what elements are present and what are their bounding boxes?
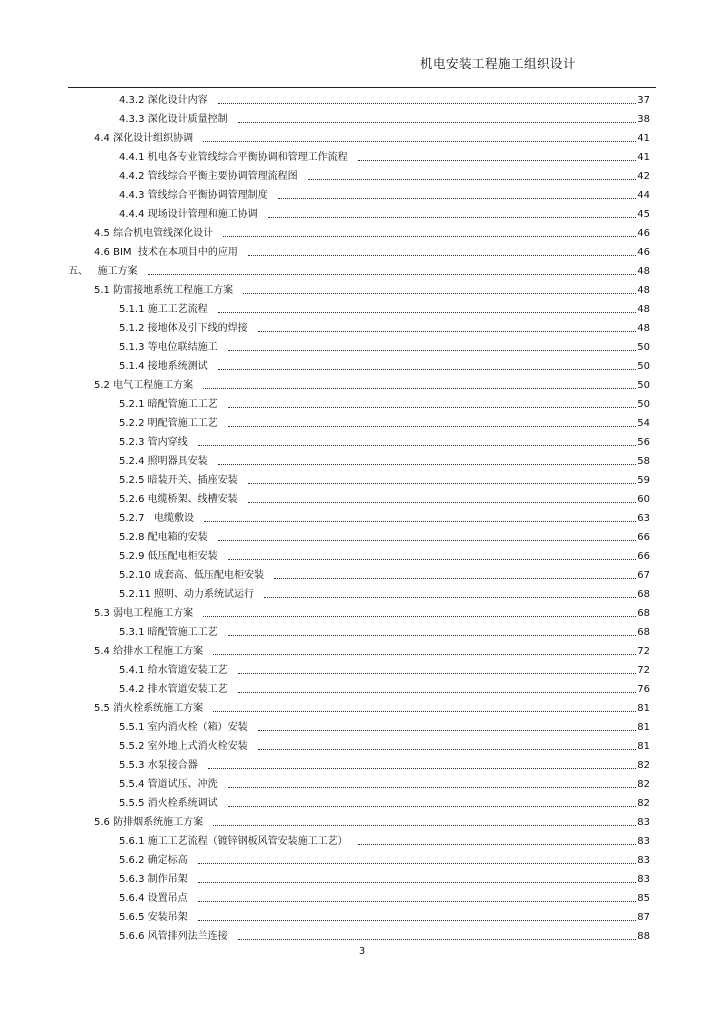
- toc-leader-dots: [274, 577, 636, 579]
- toc-entry-label: 4.3.3 深化设计质量控制: [119, 114, 228, 125]
- toc-entry-label: 4.6 BIM 技术在本项目中的应用: [94, 247, 238, 258]
- toc-entry-label: 5.2.9 低压配电柜安装: [119, 551, 218, 562]
- toc-leader-dots: [203, 615, 636, 617]
- toc-entry-page: 68: [637, 589, 650, 600]
- toc-entry-page: 50: [637, 380, 650, 391]
- toc-entry[interactable]: [94, 601, 650, 620]
- toc-entry[interactable]: [94, 240, 650, 259]
- toc-entry-label: 5.4.2 排水管道安装工艺: [119, 684, 228, 695]
- toc-entry-page: 83: [637, 817, 650, 828]
- toc-entry-page: 82: [637, 779, 650, 790]
- toc-entry[interactable]: [119, 677, 650, 696]
- toc-entry-page: 60: [637, 494, 650, 505]
- toc-entry-label: 5.6.3 制作吊架: [119, 874, 188, 885]
- toc-entry[interactable]: [119, 848, 650, 867]
- toc-entry-label: 5.6.1 施工工艺流程（镀锌钢板风管安装施工工艺）: [119, 836, 348, 847]
- toc-entry[interactable]: [119, 145, 650, 164]
- toc-leader-dots: [248, 482, 637, 484]
- toc-entry-label: 5.5.3 水泵接合器: [119, 760, 198, 771]
- toc-leader-dots: [203, 140, 636, 142]
- toc-entry-page: 37: [637, 95, 650, 106]
- toc-leader-dots: [264, 596, 636, 598]
- toc-entry-page: 44: [637, 190, 650, 201]
- toc-entry-page: 46: [637, 228, 650, 239]
- toc-leader-dots: [238, 938, 637, 940]
- toc-entry-page: 63: [637, 513, 650, 524]
- toc-entry[interactable]: [119, 772, 650, 791]
- toc-entry-label: 5.6.4 设置吊点: [119, 893, 188, 904]
- toc-entry[interactable]: [119, 753, 650, 772]
- toc-entry-label: 5.4.1 给水管道安装工艺: [119, 665, 228, 676]
- toc-entry-page: 72: [637, 646, 650, 657]
- toc-entry[interactable]: [119, 487, 650, 506]
- toc-leader-dots: [208, 767, 637, 769]
- toc-entry-label: 4.3.2 深化设计内容: [119, 95, 208, 106]
- toc-entry-page: 59: [637, 475, 650, 486]
- toc-entry-page: 83: [637, 836, 650, 847]
- toc-entry-page: 68: [637, 608, 650, 619]
- toc-leader-dots: [228, 634, 637, 636]
- toc-leader-dots: [358, 159, 637, 161]
- toc-entry-label: 5.2.6 电缆桥架、线槽安装: [119, 494, 238, 505]
- toc-entry-page: 72: [637, 665, 650, 676]
- document-header-title: 机电安装工程施工组织设计: [420, 56, 577, 71]
- toc-entry-label: 5.6.2 确定标高: [119, 855, 188, 866]
- toc-entry[interactable]: [94, 696, 650, 715]
- toc-entry-page: 50: [637, 399, 650, 410]
- toc-leader-dots: [198, 919, 637, 921]
- page-number: 3: [358, 946, 366, 957]
- toc-entry[interactable]: [119, 411, 650, 430]
- toc-entry[interactable]: [119, 335, 650, 354]
- toc-entry-label: 5.5 消火栓系统施工方案: [94, 703, 204, 714]
- toc-leader-dots: [228, 786, 637, 788]
- toc-entry-label: 4.4.3 管线综合平衡协调管理制度: [119, 190, 268, 201]
- toc-entry-page: 46: [637, 247, 650, 258]
- toc-leader-dots: [198, 900, 637, 902]
- toc-entry-page: 50: [637, 361, 650, 372]
- toc-entry[interactable]: [119, 658, 650, 677]
- toc-leader-dots: [218, 102, 637, 104]
- toc-entry[interactable]: [119, 430, 650, 449]
- toc-entry[interactable]: [119, 183, 650, 202]
- toc-entry-page: 48: [637, 304, 650, 315]
- toc-leader-dots: [218, 368, 637, 370]
- toc-entry[interactable]: [119, 468, 650, 487]
- toc-entry[interactable]: [119, 582, 650, 601]
- toc-entry[interactable]: [94, 278, 650, 297]
- toc-leader-dots: [308, 178, 637, 180]
- toc-leader-dots: [248, 254, 636, 256]
- toc-entry-label: 5.6.5 安装吊架: [119, 912, 188, 923]
- toc-entry-page: 50: [637, 342, 650, 353]
- toc-entry[interactable]: [94, 373, 650, 392]
- toc-leader-dots: [258, 330, 637, 332]
- toc-entry[interactable]: [94, 639, 650, 658]
- toc-entry-page: 48: [637, 266, 650, 277]
- toc-entry-label: 5.2 电气工程施工方案: [94, 380, 194, 391]
- toc-entry-label: 5.3 弱电工程施工方案: [94, 608, 194, 619]
- toc-entry[interactable]: [68, 259, 650, 278]
- toc-entry-page: 82: [637, 760, 650, 771]
- toc-entry[interactable]: [119, 829, 650, 848]
- toc-entry[interactable]: [119, 791, 650, 810]
- toc-entry-page: 38: [637, 114, 650, 125]
- toc-leader-dots: [198, 862, 637, 864]
- toc-entry-page: 83: [637, 874, 650, 885]
- toc-entry-label: 5.2.2 明配管施工工艺: [119, 418, 218, 429]
- toc-entry-page: 42: [637, 171, 650, 182]
- toc-entry-page: 56: [637, 437, 650, 448]
- toc-entry-page: 66: [637, 551, 650, 562]
- toc-leader-dots: [258, 748, 637, 750]
- toc-leader-dots: [268, 216, 637, 218]
- toc-entry-page: 87: [637, 912, 650, 923]
- toc-entry[interactable]: [119, 164, 650, 183]
- toc-leader-dots: [228, 805, 637, 807]
- toc-leader-dots: [238, 672, 637, 674]
- toc-entry-page: 76: [637, 684, 650, 695]
- toc-entry-label: 4.4.4 现场设计管理和施工协调: [119, 209, 258, 220]
- toc-entry-page: 67: [637, 570, 650, 581]
- toc-leader-dots: [238, 121, 637, 123]
- toc-leader-dots: [243, 292, 636, 294]
- toc-entry-label: 5.5.1 室内消火栓（箱）安装: [119, 722, 248, 733]
- toc-entry-label: 5.5.4 管道试压、冲洗: [119, 779, 218, 790]
- toc-entry[interactable]: [119, 886, 650, 905]
- toc-entry-label: 5.5.5 消火栓系统调试: [119, 798, 218, 809]
- toc-entry[interactable]: [119, 734, 650, 753]
- toc-entry-label: 5.1.2 接地体及引下线的焊接: [119, 323, 248, 334]
- toc-leader-dots: [198, 444, 637, 446]
- toc-entry-label: 5.1 防雷接地系统工程施工方案: [94, 285, 234, 296]
- toc-entry-page: 48: [637, 323, 650, 334]
- toc-leader-dots: [218, 311, 637, 313]
- toc-entry[interactable]: [119, 715, 650, 734]
- toc-leader-dots: [228, 349, 637, 351]
- toc-leader-dots: [213, 710, 636, 712]
- toc-entry[interactable]: [119, 620, 650, 639]
- toc-entry-label: 4.4.1 机电各专业管线综合平衡协调和管理工作流程: [119, 152, 348, 163]
- toc-entry[interactable]: [119, 354, 650, 373]
- toc-entry-label: 5.6.6 风管排列法兰连接: [119, 931, 228, 942]
- toc-entry[interactable]: [119, 544, 650, 563]
- toc-entry-page: 54: [637, 418, 650, 429]
- toc-leader-dots: [148, 273, 637, 275]
- toc-entry-label: 5.5.2 室外地上式消火栓安装: [119, 741, 248, 752]
- toc-entry-label: 5.2.4 照明器具安装: [119, 456, 208, 467]
- toc-leader-dots: [213, 653, 636, 655]
- toc-entry[interactable]: [119, 867, 650, 886]
- toc-entry-page: 41: [637, 152, 650, 163]
- toc-leader-dots: [218, 463, 637, 465]
- toc-leader-dots: [204, 520, 636, 522]
- toc-entry[interactable]: [94, 126, 650, 145]
- toc-entry[interactable]: [119, 905, 650, 924]
- toc-entry[interactable]: [119, 563, 650, 582]
- toc-entry[interactable]: [119, 107, 650, 126]
- toc-entry-page: 41: [637, 133, 650, 144]
- toc-entry-page: 88: [637, 931, 650, 942]
- toc-entry-label: 5.4 给排水工程施工方案: [94, 646, 204, 657]
- toc-leader-dots: [358, 843, 637, 845]
- toc-leader-dots: [213, 824, 636, 826]
- toc-entry-label: 5.1.3 等电位联结施工: [119, 342, 218, 353]
- toc-entry[interactable]: [94, 810, 650, 829]
- toc-entry-label: 五、 施工方案: [68, 266, 138, 277]
- toc-entry-label: 5.3.1 暗配管施工工艺: [119, 627, 218, 638]
- toc-leader-dots: [228, 406, 637, 408]
- toc-entry[interactable]: [119, 202, 650, 221]
- toc-entry-page: 81: [637, 703, 650, 714]
- toc-leader-dots: [258, 729, 637, 731]
- toc-entry-page: 83: [637, 855, 650, 866]
- toc-leader-dots: [198, 881, 637, 883]
- toc-leader-dots: [248, 501, 637, 503]
- toc-entry-label: 5.2.10 成套高、低压配电柜安装: [119, 570, 264, 581]
- toc-entry-page: 58: [637, 456, 650, 467]
- toc-entry[interactable]: [119, 392, 650, 411]
- toc-entry-page: 81: [637, 722, 650, 733]
- toc-entry-label: 4.5 综合机电管线深化设计: [94, 228, 214, 239]
- toc-entry[interactable]: [119, 506, 650, 525]
- toc-leader-dots: [223, 235, 636, 237]
- toc-entry-label: 5.1.4 接地系统测试: [119, 361, 208, 372]
- toc-leader-dots: [228, 425, 637, 427]
- toc-entry-label: 5.6 防排烟系统施工方案: [94, 817, 204, 828]
- toc-leader-dots: [228, 558, 637, 560]
- toc-entry[interactable]: [119, 924, 650, 943]
- toc-entry-label: 4.4 深化设计组织协调: [94, 133, 194, 144]
- toc-entry-label: 5.2.8 配电箱的安装: [119, 532, 208, 543]
- toc-entry-label: 5.2.3 管内穿线: [119, 437, 188, 448]
- toc-entry-label: 5.1.1 施工工艺流程: [119, 304, 208, 315]
- toc-entry-label: 5.2.7 电缆敷设: [119, 513, 194, 524]
- toc-entry[interactable]: [119, 316, 650, 335]
- toc-entry-page: 48: [637, 285, 650, 296]
- toc-entry[interactable]: [119, 88, 650, 107]
- toc-entry[interactable]: [119, 525, 650, 544]
- toc-entry-page: 85: [637, 893, 650, 904]
- toc-entry-page: 81: [637, 741, 650, 752]
- toc-leader-dots: [238, 691, 637, 693]
- toc-leader-dots: [203, 387, 636, 389]
- toc-entry-label: 5.2.1 暗配管施工工艺: [119, 399, 218, 410]
- toc-entry-page: 82: [637, 798, 650, 809]
- toc-entry[interactable]: [94, 221, 650, 240]
- toc-leader-dots: [218, 539, 637, 541]
- toc-entry-page: 66: [637, 532, 650, 543]
- toc-entry-page: 45: [637, 209, 650, 220]
- toc-entry-label: 5.2.5 暗装开关、插座安装: [119, 475, 238, 486]
- toc-entry[interactable]: [119, 297, 650, 316]
- toc-leader-dots: [278, 197, 637, 199]
- toc-entry-page: 68: [637, 627, 650, 638]
- toc-entry-label: 4.4.2 管线综合平衡主要协调管理流程图: [119, 171, 298, 182]
- toc-entry[interactable]: [119, 449, 650, 468]
- toc-entry-label: 5.2.11 照明、动力系统试运行: [119, 589, 254, 600]
